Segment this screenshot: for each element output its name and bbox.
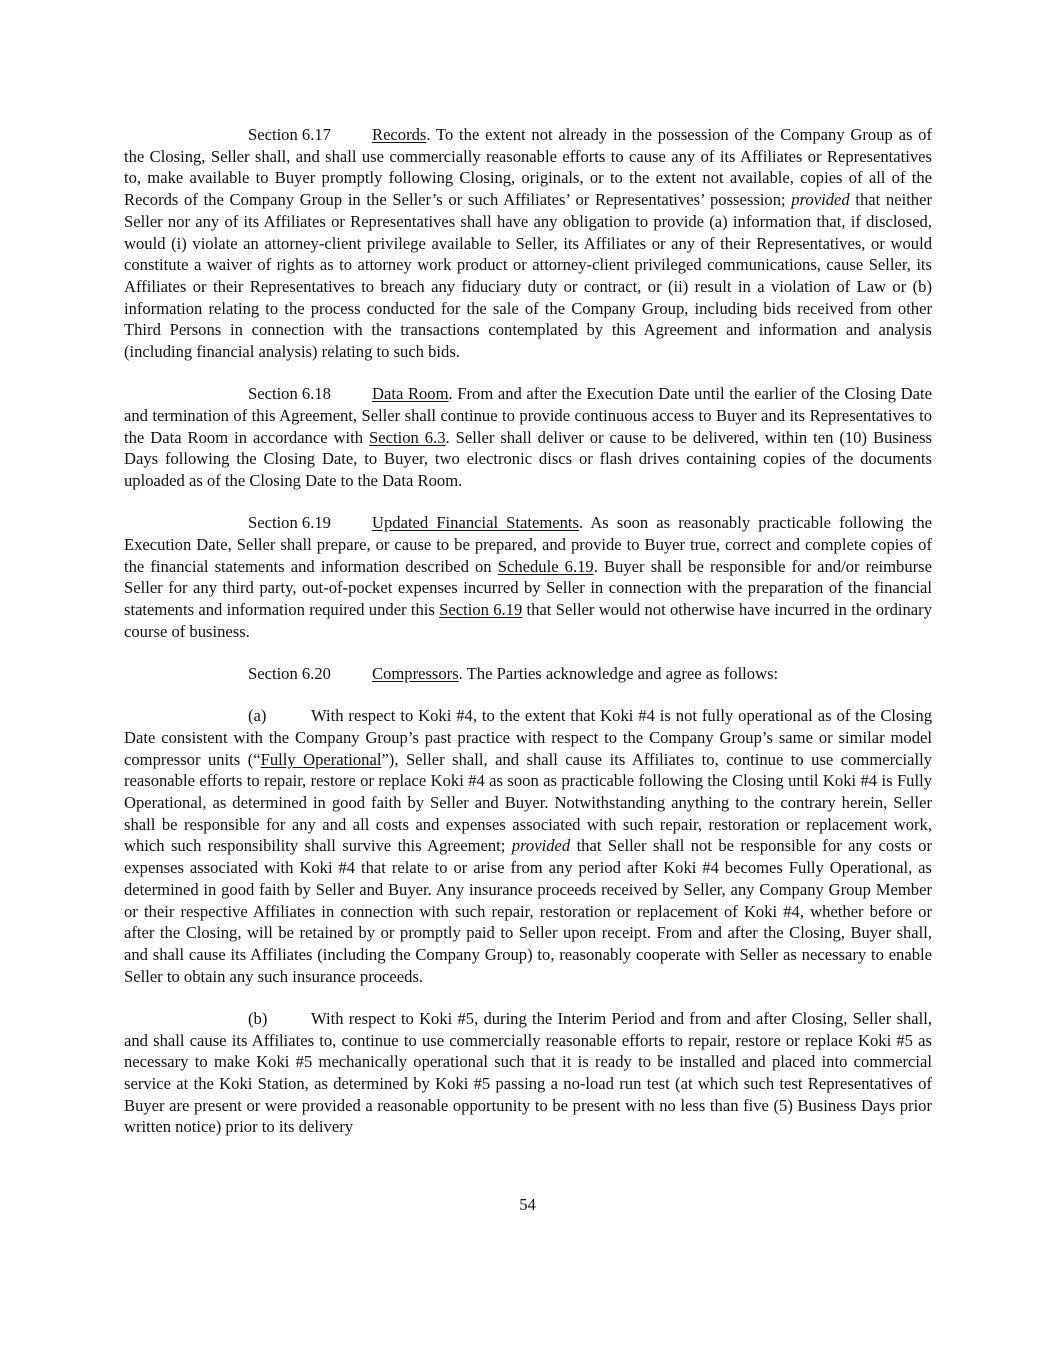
section-text: . To the extent not already in the possession of the Company Group as of the Closing, Seller shall, and shall use commercially reasonable efforts to cause any of its Affiliates or Representatives to, make available to Buyer promptly following Closing, originals, or to the extent not available, copies of all of the Records of the Company Group in the Seller’s or such Affiliates’ or Representatives’ possession; <box>124 125 932 210</box>
subsection-text: that Seller shall not be responsible for any costs or expenses associated with Koki #4 that relate to or arise from any period after Koki #4 becomes Fully Operational, as determined in good faith by Seller and Buyer. Any insurance proceeds received by Seller, any Company Group Member or their respective Affiliates in connection with such repair, restoration or replacement of Koki #4, whether before or after the Closing, will be retained by or promptly paid to Seller upon receipt. From and after the Closing, Buyer shall, and shall cause its Affiliates (including the Company Group) to, reasonably cooperate with Seller as necessary to enable Seller to obtain any such insurance proceeds. <box>124 836 932 986</box>
cross-reference: Section 6.3 <box>369 427 446 447</box>
section-6-18 <box>124 383 932 492</box>
cross-reference: Schedule 6.19 <box>497 556 594 576</box>
section-number: Section 6.19 <box>248 513 331 533</box>
section-title: Records <box>372 125 427 144</box>
section-6-19 <box>124 512 932 642</box>
subsection-a <box>124 705 932 987</box>
section-6-20 <box>124 663 932 685</box>
subsection-number: (a) <box>248 706 267 726</box>
section-title: Data Room <box>372 384 449 404</box>
defined-term: Fully Operational <box>260 749 382 769</box>
section-number: Section 6.20 <box>248 663 331 683</box>
document-page <box>124 124 932 1159</box>
section-text: . Buyer shall be responsible for and/or reimburse Seller for any third party, out-of-pocket expenses incurred by Seller in connection with the preparation of the financial statements and information required under this <box>124 556 932 620</box>
subsection-number: (b) <box>248 1008 268 1028</box>
section-number: Section 6.17 <box>248 125 331 144</box>
subsection-b <box>124 1008 932 1138</box>
subsection-text: ”), Seller shall, and shall cause its Affiliates to, continue to use commercially reasonable efforts to repair, restore or replace Koki #4 as soon as practicable following the Closing until Koki #4 is Fully Operational, as determined in good faith by Seller and Buyer. Notwithstanding anything to the contrary herein, Seller shall be responsible for any and all costs and expenses associated with such repair, restoration or replacement work, which such responsibility shall survive this Agreement; <box>124 749 932 856</box>
section-6-17 <box>124 124 932 363</box>
section-text: . As soon as reasonably practicable following the Execution Date, Seller shall prepare, or cause to be prepared, and provide to Buyer true, correct and complete copies of the financial statements and information described on <box>124 513 932 576</box>
page-number: 54 <box>519 1195 536 1214</box>
section-text: . Seller shall deliver or cause to be delivered, within ten (10) Business Days following the Closing Date, to Buyer, two electronic discs or flash drives containing copies of the documents uploaded as of the Closing Date to the Data Room. <box>124 427 932 491</box>
subsection-text: With respect to Koki #4, to the extent that Koki #4 is not fully operational as of the Closing Date consistent with the Company Group’s past practice with respect to the Company Group’s same or similar model compressor units (“ <box>124 706 932 769</box>
cross-reference: Section 6.19 <box>439 600 523 620</box>
section-text: . The Parties acknowledge and agree as follows: <box>458 663 779 683</box>
section-title: Compressors <box>372 663 459 683</box>
italic-term: provided <box>791 190 850 210</box>
section-title: Updated Financial Statements <box>372 513 579 533</box>
section-text: that Seller would not otherwise have incurred in the ordinary course of business. <box>124 600 932 641</box>
section-text: that neither Seller nor any of its Affiliates or Representatives shall have any obligation to provide (a) information that, if disclosed, would (i) violate an attorney-client privilege available to Seller, its Affiliates or any of their Representatives, or would constitute a waiver of rights as to attorney work product or attorney-client privileged communications, cause Seller, its Affiliates or their Representatives to breach any fiduciary duty or contract, or (ii) result in a violation of Law or (b) information relating to the process conducted for the sale of the Company Group, including bids received from other Third Persons in connection with the transactions contemplated by this Agreement and information and analysis (including financial analysis) relating to such bids. <box>124 190 932 362</box>
italic-term: provided <box>511 836 571 856</box>
section-text: . From and after the Execution Date until the earlier of the Closing Date and termination of this Agreement, Seller shall continue to provide continuous access to Buyer and its Representatives to the Data Room in accordance with <box>124 384 932 447</box>
subsection-text: With respect to Koki #5, during the Interim Period and from and after Closing, Seller shall, and shall cause its Affiliates to, continue to use commercially reasonable efforts to repair, restore or replace Koki #5 as necessary to make Koki #5 mechanically operational such that it is ready to be installed and placed into commercial service at the Koki Station, as determined by Koki #5 passing a no-load run test (at which such test Representatives of Buyer are present or were provided a reasonable opportunity to be present with no less than five (5) Business Days prior written notice) prior to its delivery <box>124 1008 932 1137</box>
section-number: Section 6.18 <box>248 384 331 404</box>
